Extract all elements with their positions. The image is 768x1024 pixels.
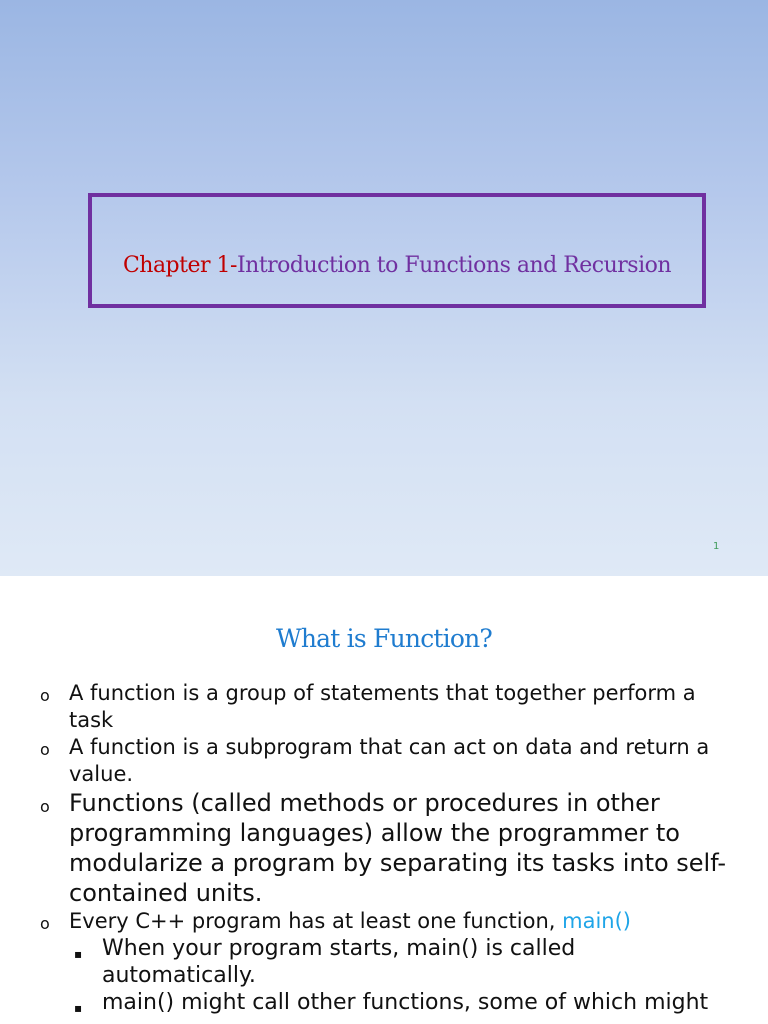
circle-bullet-icon: o — [40, 797, 50, 816]
circle-bullet-icon: o — [40, 914, 50, 933]
slide-title — [92, 253, 702, 278]
sub-bullet-item — [74, 935, 730, 989]
circle-bullet-icon: o — [40, 740, 50, 759]
title-box — [88, 193, 706, 308]
title-chapter-label: Chapter 1- — [122, 253, 237, 278]
bullet-text: A function is a group of statements that together perform a task — [69, 681, 696, 732]
bullet-text: A function is a subprogram that can act on data and return a value. — [69, 735, 710, 786]
title-topic: Introduction to Functions and Recursion — [236, 253, 672, 278]
bullet-text: Every C++ program has at least one function, — [69, 909, 563, 933]
bullet-list — [40, 680, 730, 1016]
circle-bullet-icon: o — [40, 686, 50, 705]
slide-2 — [0, 576, 768, 1024]
bullet-item — [40, 788, 730, 908]
bullet-item — [40, 680, 730, 734]
sub-bullet-text: When your program starts, main() is called automatically. — [102, 936, 576, 988]
square-bullet-icon: ▪ — [74, 1001, 83, 1015]
sub-bullet-text: main() might call other functions, some of which might — [102, 990, 709, 1015]
bullet-text: Functions (called methods or procedures in other programming languages) allow the programmer to modularize a program by separating its tasks into self-contained units. — [69, 789, 727, 907]
slide-page-number: 1 — [713, 541, 720, 552]
bullet-item — [40, 908, 730, 935]
slide-heading: What is Function? — [275, 624, 492, 653]
main-function-highlight: main() — [562, 909, 631, 933]
sub-bullet-item — [74, 989, 730, 1016]
bullet-item — [40, 734, 730, 788]
square-bullet-icon: ▪ — [74, 947, 83, 961]
